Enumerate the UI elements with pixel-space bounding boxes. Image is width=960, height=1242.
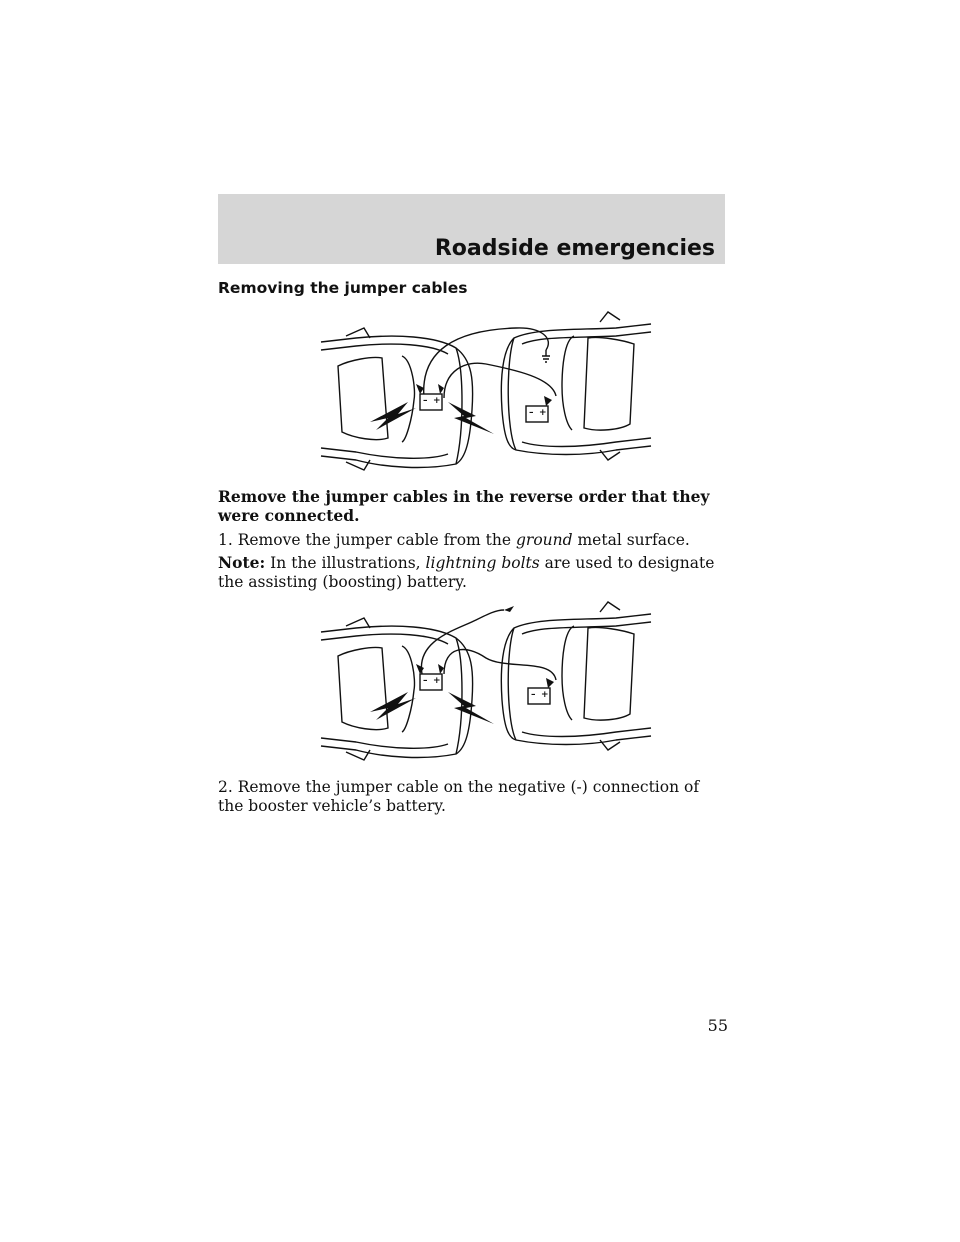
step-1-prefix: 1. Remove the jumper cable from the [218, 531, 516, 549]
step-2-text: 2. Remove the jumper cable on the negative (-) connection of the booster vehicle’s battery. [218, 778, 700, 815]
jumper-cable-illustration-2 [316, 600, 656, 766]
battery-plus-label: + [433, 676, 441, 686]
jumper-cable-illustration-1 [316, 310, 656, 476]
battery-plus-label: + [541, 690, 549, 700]
section-heading: Removing the jumper cables [218, 279, 468, 297]
note-prefix: In the illustrations, [265, 554, 426, 572]
jumper-cable-negative [421, 610, 504, 674]
chapter-title: Roadside emergencies [434, 236, 715, 261]
battery-plus-label: + [433, 396, 441, 406]
assisting-vehicle [321, 626, 473, 757]
lightning-bolt-icon [370, 692, 494, 724]
page-number: 55 [707, 1016, 728, 1035]
two-vehicles-diagram-1 [316, 310, 656, 476]
battery-minus-label: – [423, 676, 428, 686]
note-text [218, 553, 728, 592]
battery-minus-label: – [531, 690, 536, 700]
note-label: Note: [218, 553, 266, 572]
step-1-ground-term: ground [516, 531, 573, 549]
note-lightning-term: lightning bolts [425, 554, 540, 572]
remove-order-instruction: Remove the jumper cables in the reverse order that they were connected. [218, 487, 710, 525]
battery-minus-label: – [529, 408, 534, 418]
note-suffix: are used to designate the assisting (boosting) battery. [218, 554, 715, 591]
chapter-header-band [218, 194, 725, 264]
assisting-vehicle [321, 336, 473, 467]
battery-plus-label: + [539, 408, 547, 418]
two-vehicles-diagram-2 [316, 600, 656, 766]
step-1-suffix: metal surface. [572, 531, 690, 549]
step-1-text [218, 531, 728, 550]
battery-minus-label: – [423, 396, 428, 406]
